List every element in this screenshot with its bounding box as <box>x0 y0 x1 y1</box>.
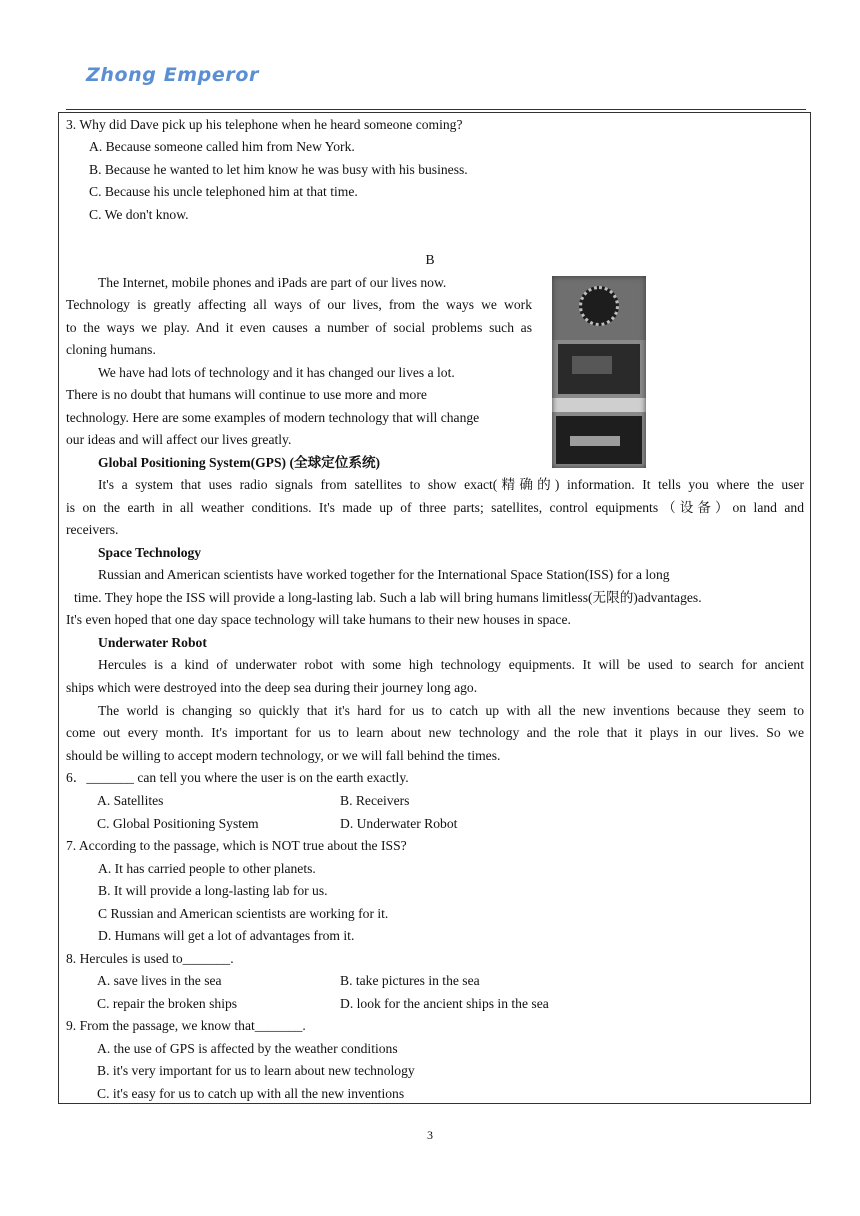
space-heading: Space Technology <box>98 545 202 560</box>
q6-option-c: C. Global Positioning System <box>97 816 259 831</box>
q7-option-a: A. It has carried people to other planets. <box>98 861 316 876</box>
robot-line-2: ships which were destroyed into the deep sea during their journey long ago. <box>66 680 478 695</box>
closing-line-2: come out every month. It's important for us to learn about new technology and the role that it plays in our lives. So we <box>66 725 804 740</box>
intro-line-8: our ideas and will affect our lives greatly. <box>66 432 292 447</box>
space-line-2: time. They hope the ISS will provide a long-lasting lab. Such a lab will bring humans limitless(无限的)advantages. <box>74 590 702 605</box>
q8-question: 8. Hercules is used to_______. <box>66 951 234 966</box>
q7-question: 7. According to the passage, which is NOT true about the ISS? <box>66 838 407 853</box>
robot-line-1: Hercules is a kind of underwater robot with some high technology equipments. It will be used to search for ancient <box>98 657 804 672</box>
q3-question: 3. Why did Dave pick up his telephone when he heard someone coming? <box>66 117 463 132</box>
q6-option-d: D. Underwater Robot <box>340 816 458 831</box>
q8-option-d: D. look for the ancient ships in the sea <box>340 996 549 1011</box>
intro-line-3: to the ways we play. And it even causes a number of social problems such as <box>66 320 532 335</box>
closing-line-1: The world is changing so quickly that it's hard for us to catch up with all the new inventions because they seem to <box>98 703 804 718</box>
gps-line-2: is on the earth in all weather conditions. It's made up of three parts; satellites, control equipments（设备）on land and <box>66 500 804 515</box>
q8-option-c: C. repair the broken ships <box>97 996 238 1011</box>
space-line-1: Russian and American scientists have worked together for the International Space Station(ISS) for a long <box>98 567 670 582</box>
q3-option-a: A. Because someone called him from New York. <box>89 139 355 154</box>
gps-heading: Global Positioning System(GPS) (全球定位系统) <box>98 455 381 470</box>
q8-option-a: A. save lives in the sea <box>97 973 222 988</box>
brand-logo-text: Zhong Emperor <box>86 64 259 86</box>
intro-line-1: The Internet, mobile phones and iPads are part of our lives now. <box>98 275 447 290</box>
q9-question: 9. From the passage, we know that_______. <box>66 1018 306 1033</box>
closing-line-3: should be willing to accept modern technology, or we will fall behind the times. <box>66 748 501 763</box>
header-rule <box>66 109 806 110</box>
intro-line-4: cloning humans. <box>66 342 156 357</box>
q6-option-a: A. Satellites <box>97 793 164 808</box>
q6-option-b: B. Receivers <box>340 793 410 808</box>
section-letter: B <box>425 252 435 267</box>
q3-option-d: C. We don't know. <box>89 207 189 222</box>
q9-option-a: A. the use of GPS is affected by the weather conditions <box>97 1041 398 1056</box>
intro-line-7: technology. Here are some examples of modern technology that will change <box>66 410 480 425</box>
q3-option-b: B. Because he wanted to let him know he was busy with his business. <box>89 162 468 177</box>
q9-option-c: C. it's easy for us to catch up with all the new inventions <box>97 1086 405 1101</box>
q7-option-c: C Russian and American scientists are working for it. <box>98 906 389 921</box>
q6-question: 6．_______ can tell you where the user is on the earth exactly. <box>66 770 409 785</box>
q7-option-d: D. Humans will get a lot of advantages from it. <box>98 928 355 943</box>
page-number: 3 <box>427 1128 433 1142</box>
robot-heading: Underwater Robot <box>98 635 207 650</box>
q7-option-b: B. It will provide a long-lasting lab for us. <box>98 883 328 898</box>
intro-line-6: There is no doubt that humans will continue to use more and more <box>66 387 427 402</box>
technology-photo <box>552 276 646 468</box>
q8-option-b: B. take pictures in the sea <box>340 973 480 988</box>
space-line-3: It's even hoped that one day space technology will take humans to their new houses in space. <box>66 612 571 627</box>
gps-line-3: receivers. <box>66 522 119 537</box>
q9-option-b: B. it's very important for us to learn about new technology <box>97 1063 415 1078</box>
gps-line-1: It's a system that uses radio signals from satellites to show exact(精确的) information. It tells you where the user <box>98 477 804 492</box>
q3-option-c: C. Because his uncle telephoned him at that time. <box>89 184 358 199</box>
intro-line-2: Technology is greatly affecting all ways of our lives, from the ways we work <box>66 297 532 312</box>
intro-line-5: We have had lots of technology and it has changed our lives a lot. <box>98 365 455 380</box>
